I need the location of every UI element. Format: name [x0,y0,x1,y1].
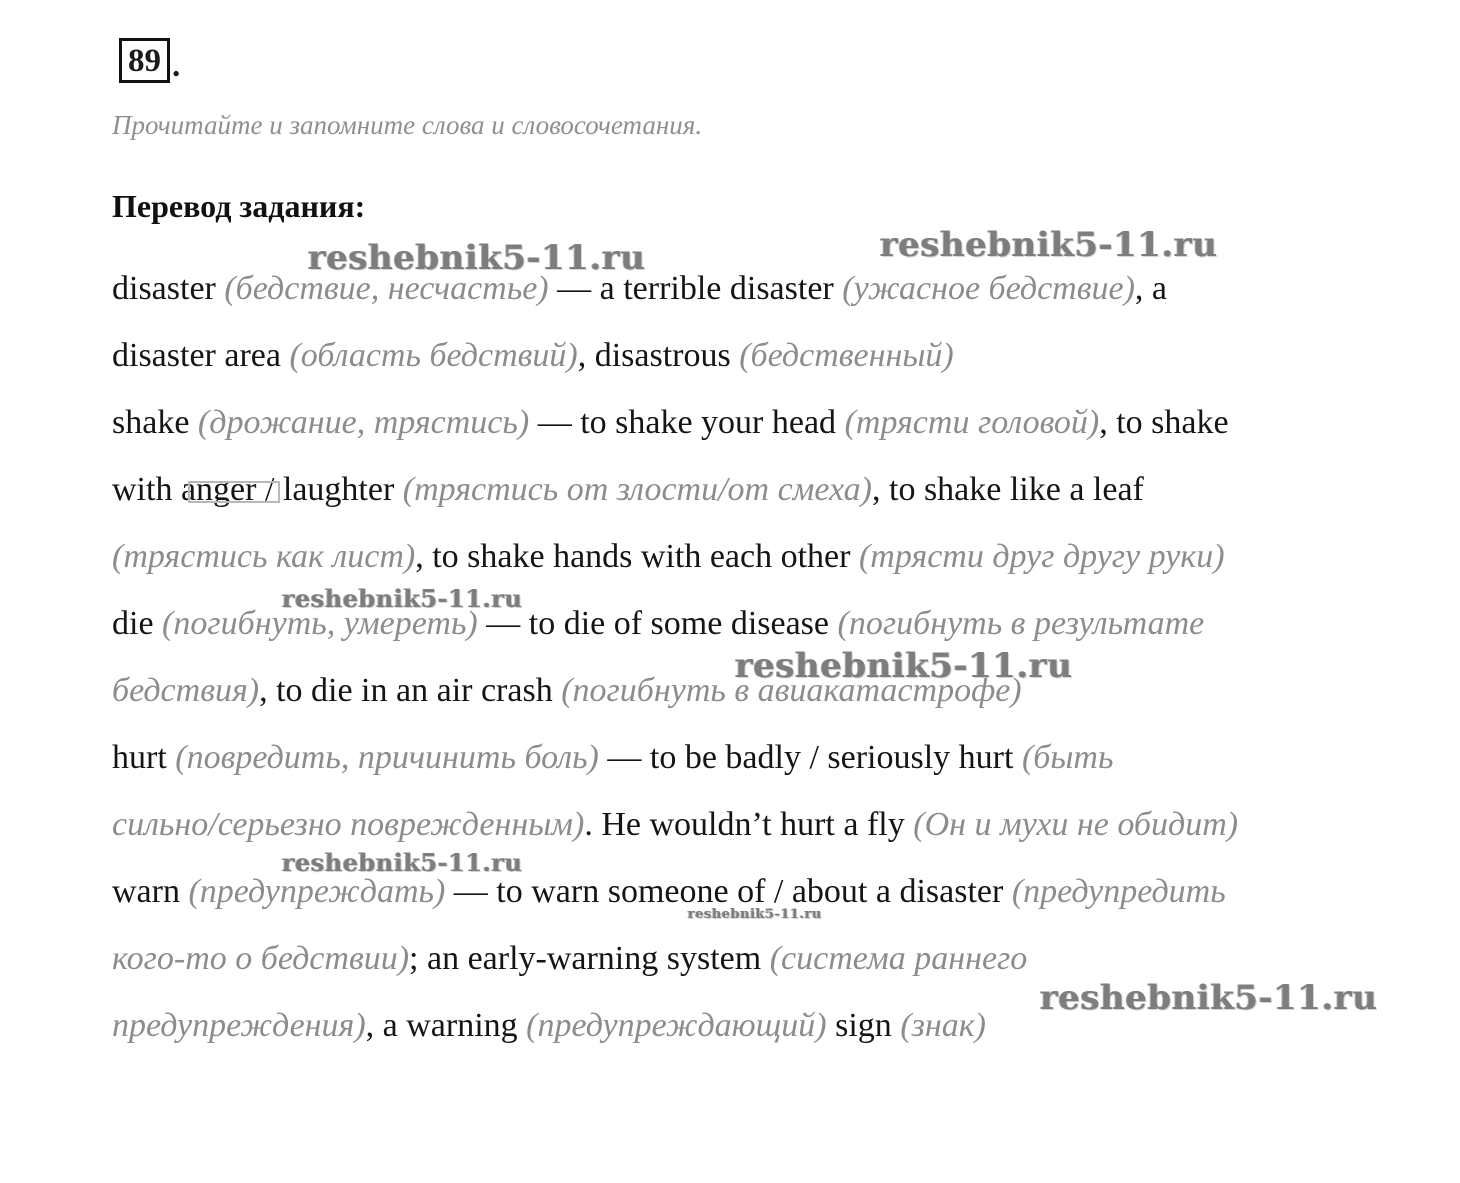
russian-translation: сильно/серьезно поврежденным) [112,806,585,843]
russian-translation: (погибнуть, умереть) [162,605,478,642]
instruction-text: Прочитайте и запомните слова и словосочетания. [112,110,703,140]
task-number-box: 89 [119,38,170,83]
english-phrase: — to be badly / seriously hurt [598,739,1022,776]
english-phrase: , to die in an air crash [259,672,562,709]
text-line [112,339,954,373]
english-phrase: sign [826,1007,901,1044]
russian-translation: (погибнуть в авиакатастрофе) [561,672,1022,709]
watermark: reshebnik5-11.ru [688,907,823,922]
task-number-punct: . [172,48,181,84]
watermark: reshebnik5-11.ru [880,225,1218,265]
watermark: reshebnik5-11.ru [308,238,646,278]
english-phrase: ; an early-warning system [409,940,770,977]
russian-translation: (предупреждать) [188,873,446,910]
english-phrase: , to shake like a leaf [872,471,1144,508]
section-heading: Перевод задания: [112,188,366,224]
russian-translation: бедствия) [112,672,260,709]
russian-translation: предупреждения) [112,1007,366,1044]
watermark: reshebnik5-11.ru [1040,978,1378,1018]
english-phrase: — to warn someone of / about a disaster [445,873,1012,910]
text-line [112,875,1226,909]
russian-translation: (трястись как лист) [112,538,416,575]
english-phrase: — a terrible disaster [548,270,843,307]
russian-translation: (ужасное бедствие) [842,270,1135,307]
russian-translation: (предупредить [1011,873,1226,910]
russian-translation: (область бедствий) [289,337,578,374]
english-phrase: , disastrous [577,337,740,374]
russian-translation: (погибнуть в результате [837,605,1205,642]
russian-translation: (бедствие, несчастье) [224,270,549,307]
english-phrase: warn [112,873,189,910]
english-phrase: , to shake [1099,404,1229,441]
russian-translation: (трястись от злости/от смеха) [402,471,872,508]
english-phrase: disaster area [112,337,290,374]
english-phrase: with anger / laughter [112,471,403,508]
russian-translation: (быть [1021,739,1114,776]
text-line [112,942,1027,976]
text-line [112,808,1238,842]
russian-translation: (трясти головой) [844,404,1100,441]
russian-translation: (дрожание, трястись) [197,404,530,441]
russian-translation: (знак) [900,1007,986,1044]
text-line [112,540,1225,574]
russian-translation: кого-то о бедствии) [112,940,410,977]
english-phrase: hurt [112,739,176,776]
english-phrase: shake [112,404,198,441]
russian-translation: (система раннего [769,940,1028,977]
english-phrase: disaster [112,270,225,307]
russian-translation: (бедственный) [739,337,954,374]
task-number [119,37,180,83]
english-phrase: die [112,605,163,642]
english-phrase: , a [1134,270,1167,307]
russian-translation: (предупреждающий) [526,1007,827,1044]
scribble-box [188,481,280,503]
english-phrase: — to die of some disease [477,605,838,642]
russian-translation: (повредить, причинить боль) [175,739,599,776]
watermark: reshebnik5-11.ru [282,848,523,877]
russian-translation: (Он и мухи не обидит) [913,806,1239,843]
russian-translation: (трясти друг другу руки) [858,538,1225,575]
english-phrase: . He wouldn’t hurt a fly [584,806,914,843]
text-line [112,1009,986,1043]
text-line [112,607,1204,641]
watermark: reshebnik5-11.ru [282,584,523,613]
text-line [112,741,1113,775]
text-line [112,406,1229,440]
english-phrase: , a warning [365,1007,527,1044]
english-phrase: , to shake hands with each other [415,538,859,575]
watermark: reshebnik5-11.ru [735,646,1073,686]
english-phrase: — to shake your head [529,404,845,441]
